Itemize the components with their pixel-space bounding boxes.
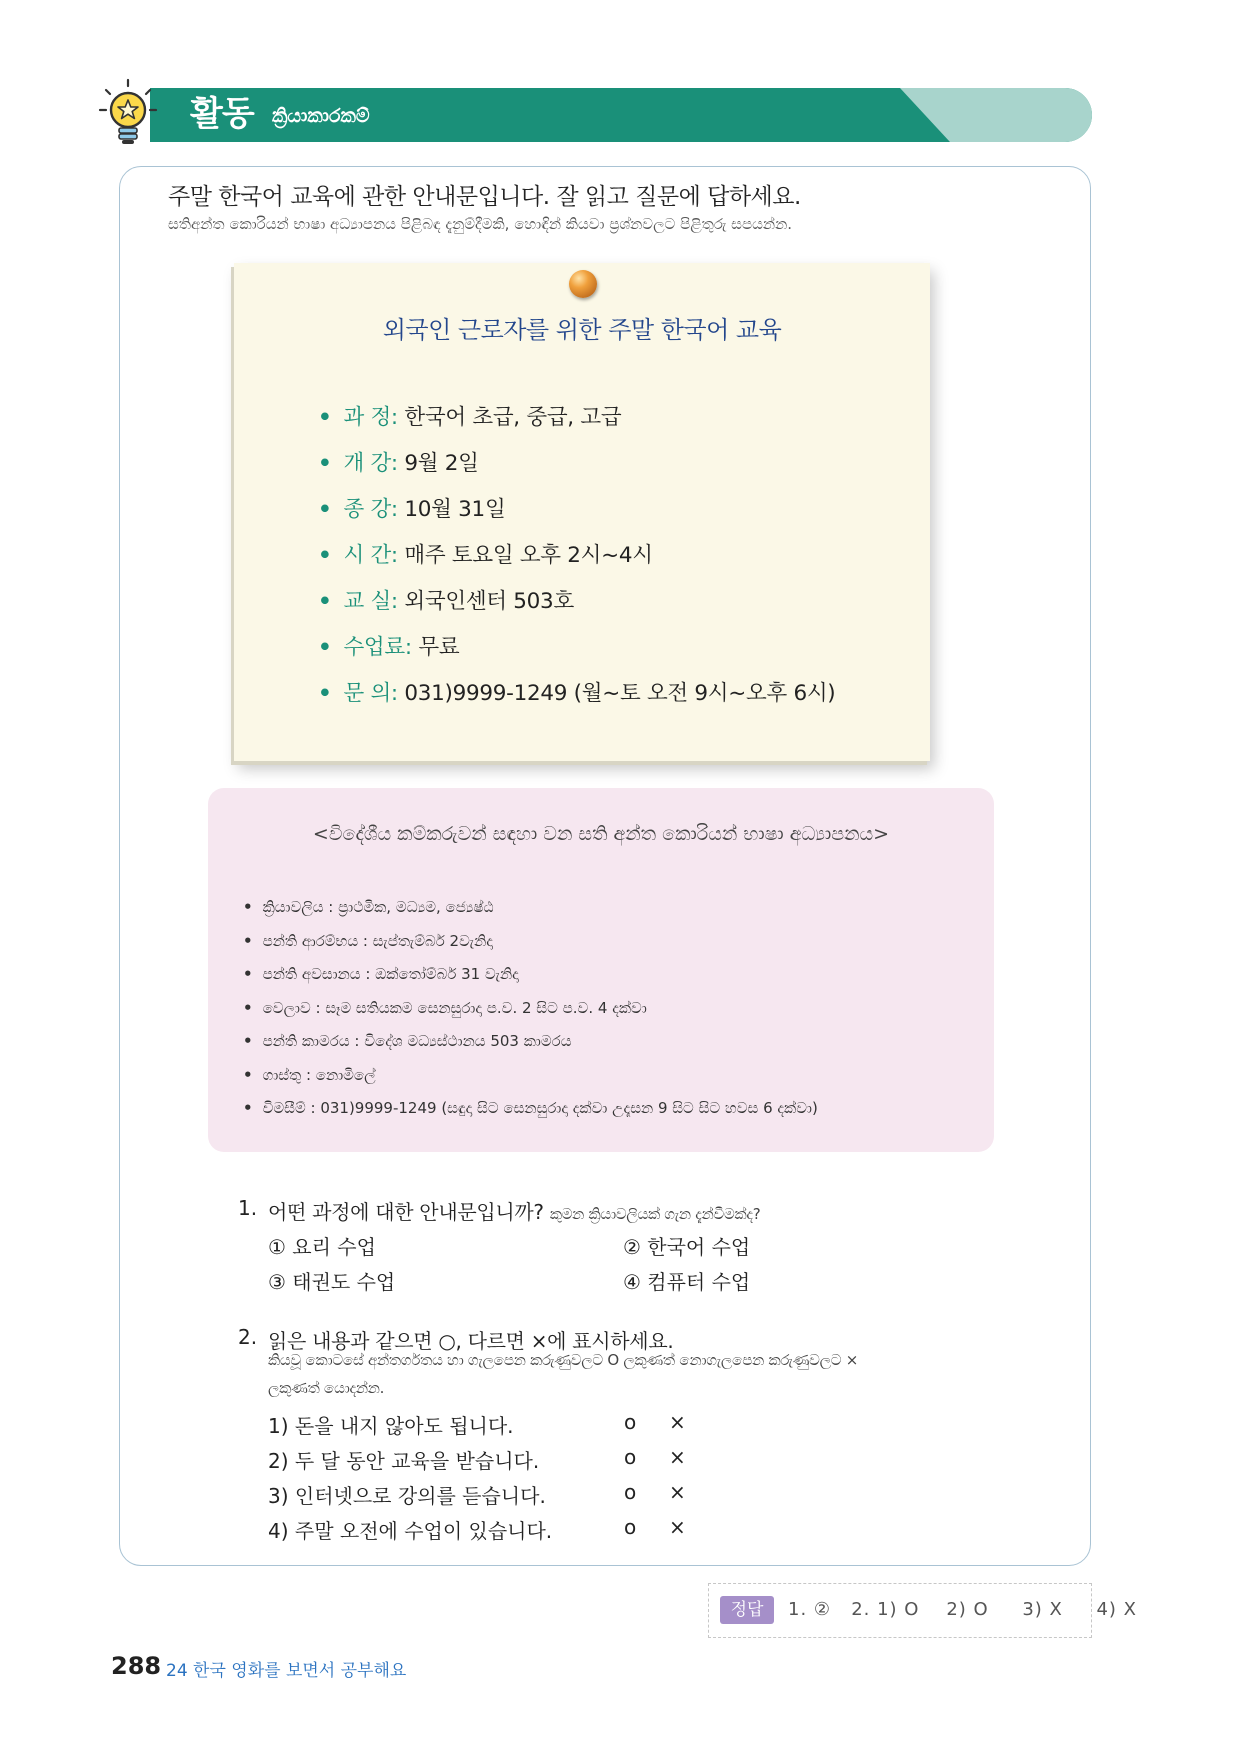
notice-list xyxy=(318,400,835,722)
question2-korean: 읽은 내용과 같으면 ○, 다르면 ×에 표시하세요. xyxy=(268,1329,674,1353)
translation-item-text: වෙලාව : සෑම සතියකම සෙනසුරාදා ප.ව. 2 සිට ප.ව. 4 දක්වා xyxy=(262,998,647,1017)
mark-x-option[interactable]: × xyxy=(669,1515,686,1539)
bullet-icon: • xyxy=(318,497,332,522)
lightbulb-star-icon xyxy=(98,78,158,146)
notice-item-value: 10월 31일 xyxy=(404,497,506,522)
bullet-icon: • xyxy=(243,1065,253,1084)
translation-list xyxy=(243,893,818,1128)
translation-item xyxy=(243,893,818,927)
mark-x-option[interactable]: × xyxy=(669,1445,686,1469)
instruction-sinhala: සතිඅන්ත කොරියන් භාෂා අධ්‍යාපනය පිළිබඳ දැනුම්දීමකි, හොඳින් කියවා ප්‍රශ්නවලට පිළිතුරු සපයන්න. xyxy=(168,215,793,233)
translation-item xyxy=(243,1061,818,1095)
mark-o-option[interactable]: o xyxy=(624,1445,637,1469)
pushpin-icon xyxy=(569,270,597,298)
bullet-icon: • xyxy=(243,931,253,950)
question2-number: 2. xyxy=(238,1325,258,1349)
question1-option-3[interactable]: ③ 태권도 수업 xyxy=(268,1270,396,1294)
bullet-icon: • xyxy=(243,965,253,983)
notice-item xyxy=(318,492,835,538)
activity-title: 활동 xyxy=(190,94,254,134)
notice-item xyxy=(318,400,835,446)
translation-item-text: විමසීම් : 031)9999-1249 (සඳුදා සිට සෙනසුරාදා දක්වා උදෑසන 9 සිට සිට හවස 6 දක්වා) xyxy=(262,1099,818,1117)
question1-option-1[interactable]: ① 요리 수업 xyxy=(268,1235,376,1259)
notice-item-value: 031)9999-1249 (월~토 오전 9시~오후 6시) xyxy=(404,681,836,706)
notice-item xyxy=(318,676,835,722)
translation-item xyxy=(243,927,818,961)
bullet-icon: • xyxy=(318,635,332,660)
translation-item-text: ගාස්තු : නොමිලේ xyxy=(262,1065,376,1084)
question1-sinhala: කුමන ක්‍රියාවලියක් ගැන දැන්වීමක්ද? xyxy=(549,1205,761,1223)
question2-statement-2: 2) 두 달 동안 교육을 받습니다. xyxy=(268,1449,540,1473)
question2-sinhala-line2: ලකුණත් යොදන්න. xyxy=(268,1379,385,1397)
mark-o-option[interactable]: o xyxy=(624,1515,637,1539)
translation-item-text: පන්ති ආරම්භය : සැප්තැම්බර් 2වැනිදා xyxy=(262,931,493,950)
bullet-icon: • xyxy=(318,405,332,430)
bullet-icon: • xyxy=(318,543,332,568)
bullet-icon: • xyxy=(243,1099,253,1117)
bullet-icon: • xyxy=(318,451,332,476)
translation-title: <විදේශීය කම්කරුවන් සඳහා වන සති අන්ත කොරියන් භාෂා අධ්‍යාපනය> xyxy=(312,823,890,845)
notice-item xyxy=(318,584,835,630)
bullet-icon: • xyxy=(318,589,332,614)
notice-item-value: 외국인센터 503호 xyxy=(404,589,574,614)
translation-item-text: පන්ති අවසානය : ඔක්තෝම්බර් 31 වැනිදා xyxy=(262,965,519,983)
page-number: 288 xyxy=(111,1652,162,1680)
bullet-icon: • xyxy=(243,998,253,1017)
notice-item-label: 수업료: xyxy=(343,635,412,660)
mark-o-option[interactable]: o xyxy=(624,1480,637,1504)
question2-statement-3: 3) 인터넷으로 강의를 듣습니다. xyxy=(268,1484,546,1508)
bullet-icon: • xyxy=(243,898,253,916)
notice-item-label: 종 강: xyxy=(343,497,398,522)
question1-option-4[interactable]: ④ 컴퓨터 수업 xyxy=(623,1270,751,1294)
translation-item-text: පන්ති කාමරය : විදේශ මධ්‍යස්ථානය 503 කාමරය xyxy=(262,1032,572,1050)
notice-item xyxy=(318,446,835,492)
answer-text: 1. ② 2. 1) O 2) O 3) X 4) X xyxy=(788,1599,1137,1620)
question2-statement-4: 4) 주말 오전에 수업이 있습니다. xyxy=(268,1519,553,1543)
mark-o-option[interactable]: o xyxy=(624,1410,637,1434)
notice-item-label: 과 정: xyxy=(343,405,398,430)
notice-item-value: 한국어 초급, 중급, 고급 xyxy=(404,405,622,430)
notice-item-label: 시 간: xyxy=(343,543,398,568)
question1-prompt xyxy=(268,1196,760,1225)
question2-statement-1: 1) 돈을 내지 않아도 됩니다. xyxy=(268,1414,514,1438)
bullet-icon: • xyxy=(243,1032,253,1050)
answer-badge: 정답 xyxy=(720,1596,774,1624)
notice-title: 외국인 근로자를 위한 주말 한국어 교육 xyxy=(382,316,782,344)
question2-sinhala-line1: කියවූ කොටසේ අන්තර්ගතය හා ගැලපෙන කරුණුවලට O ලකුණත් නොගැලපෙන කරුණුවලට × xyxy=(268,1351,858,1369)
translation-item-text: ක්‍රියාවලිය : ප්‍රාථමික, මධ්‍යම, ජ්‍යෙෂ්ඨ xyxy=(262,898,494,916)
question1-option-2[interactable]: ② 한국어 수업 xyxy=(623,1235,751,1259)
notice-item xyxy=(318,630,835,676)
question1-korean: 어떤 과정에 대한 안내문입니까? xyxy=(268,1200,544,1224)
instruction-korean: 주말 한국어 교육에 관한 안내문입니다. 잘 읽고 질문에 답하세요. xyxy=(168,184,801,210)
notice-item-value: 무료 xyxy=(418,635,460,660)
notice-item-value: 매주 토요일 오후 2시~4시 xyxy=(404,543,653,568)
notice-item-value: 9월 2일 xyxy=(404,451,479,476)
mark-x-option[interactable]: × xyxy=(669,1410,686,1434)
notice-item-label: 교 실: xyxy=(343,589,398,614)
translation-item xyxy=(243,1094,818,1128)
translation-item xyxy=(243,1027,818,1061)
notice-item xyxy=(318,538,835,584)
chapter-title: 24 한국 영화를 보면서 공부해요 xyxy=(166,1661,407,1681)
notice-item-label: 개 강: xyxy=(343,451,398,476)
activity-subtitle: ක්‍රියාකාරකම් xyxy=(272,105,370,127)
bullet-icon: • xyxy=(318,681,332,706)
banner-accent xyxy=(900,88,1092,142)
question1-number: 1. xyxy=(238,1196,258,1220)
mark-x-option[interactable]: × xyxy=(669,1480,686,1504)
notice-item-label: 문 의: xyxy=(343,681,398,706)
translation-item xyxy=(243,960,818,994)
translation-item xyxy=(243,994,818,1028)
